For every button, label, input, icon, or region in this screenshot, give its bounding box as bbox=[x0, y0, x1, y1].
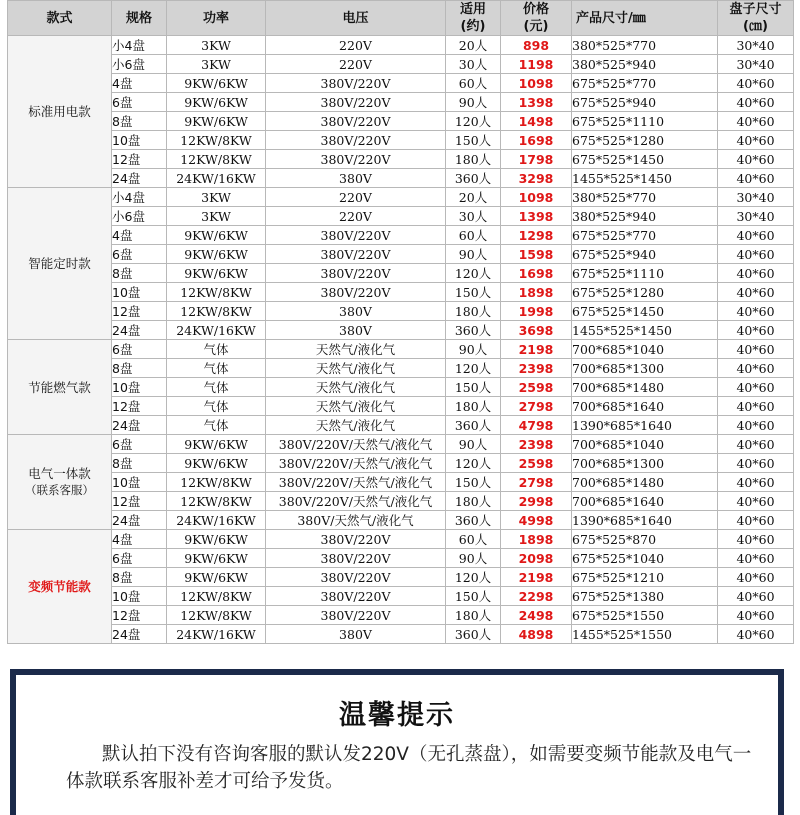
tray-cell: 30*40 bbox=[718, 36, 794, 55]
table-row bbox=[8, 93, 794, 112]
category-name: 电气一体款 bbox=[28, 466, 91, 481]
tray-cell: 40*60 bbox=[718, 150, 794, 169]
power-cell: 9KW/6KW bbox=[167, 93, 266, 112]
voltage-cell: 380V bbox=[266, 302, 446, 321]
spec-table bbox=[7, 0, 794, 644]
header-size: 产品尺寸/㎜ bbox=[572, 1, 718, 36]
spec-cell: 8盘 bbox=[112, 112, 167, 131]
table-row bbox=[8, 625, 794, 644]
size-cell: 675*525*1450 bbox=[572, 150, 718, 169]
price-cell: 2998 bbox=[501, 492, 572, 511]
tray-cell: 40*60 bbox=[718, 492, 794, 511]
size-cell: 675*525*1380 bbox=[572, 587, 718, 606]
category-name: 变频节能款 bbox=[28, 579, 91, 594]
people-cell: 60人 bbox=[446, 226, 501, 245]
people-cell: 90人 bbox=[446, 245, 501, 264]
table-row bbox=[8, 321, 794, 340]
spec-cell: 8盘 bbox=[112, 454, 167, 473]
category-name: 节能燃气款 bbox=[28, 379, 91, 395]
price-cell: 4998 bbox=[501, 511, 572, 530]
voltage-cell: 380V/220V bbox=[266, 530, 446, 549]
spec-cell: 12盘 bbox=[112, 302, 167, 321]
spec-cell: 6盘 bbox=[112, 549, 167, 568]
tray-cell: 40*60 bbox=[718, 302, 794, 321]
spec-cell: 24盘 bbox=[112, 511, 167, 530]
table-row bbox=[8, 264, 794, 283]
people-cell: 180人 bbox=[446, 302, 501, 321]
spec-cell: 4盘 bbox=[112, 226, 167, 245]
table-row bbox=[8, 435, 794, 454]
price-cell: 2598 bbox=[501, 454, 572, 473]
power-cell: 9KW/6KW bbox=[167, 549, 266, 568]
spec-cell: 6盘 bbox=[112, 93, 167, 112]
people-cell: 90人 bbox=[446, 549, 501, 568]
tray-cell: 40*60 bbox=[718, 416, 794, 435]
people-cell: 60人 bbox=[446, 74, 501, 93]
voltage-cell: 天然气/液化气 bbox=[266, 378, 446, 397]
size-cell: 675*525*1280 bbox=[572, 131, 718, 150]
category-cell bbox=[8, 340, 112, 435]
people-cell: 60人 bbox=[446, 530, 501, 549]
category-cell bbox=[8, 36, 112, 188]
people-cell: 150人 bbox=[446, 587, 501, 606]
table-row bbox=[8, 587, 794, 606]
size-cell: 675*525*1280 bbox=[572, 283, 718, 302]
tray-cell: 40*60 bbox=[718, 587, 794, 606]
voltage-cell: 220V bbox=[266, 55, 446, 74]
price-cell: 1398 bbox=[501, 207, 572, 226]
voltage-cell: 380V/220V bbox=[266, 93, 446, 112]
table-row bbox=[8, 245, 794, 264]
tray-cell: 40*60 bbox=[718, 378, 794, 397]
price-cell: 1898 bbox=[501, 283, 572, 302]
power-cell: 12KW/8KW bbox=[167, 131, 266, 150]
size-cell: 380*525*770 bbox=[572, 36, 718, 55]
spec-cell: 10盘 bbox=[112, 587, 167, 606]
size-cell: 1455*525*1450 bbox=[572, 169, 718, 188]
size-cell: 675*525*1110 bbox=[572, 112, 718, 131]
price-cell: 2198 bbox=[501, 340, 572, 359]
category-cell bbox=[8, 188, 112, 340]
price-cell: 3698 bbox=[501, 321, 572, 340]
size-cell: 700*685*1300 bbox=[572, 454, 718, 473]
tray-cell: 40*60 bbox=[718, 454, 794, 473]
size-cell: 700*685*1640 bbox=[572, 397, 718, 416]
price-cell: 1098 bbox=[501, 74, 572, 93]
price-cell: 4798 bbox=[501, 416, 572, 435]
power-cell: 气体 bbox=[167, 397, 266, 416]
voltage-cell: 380V/220V bbox=[266, 264, 446, 283]
power-cell: 9KW/6KW bbox=[167, 530, 266, 549]
people-cell: 180人 bbox=[446, 492, 501, 511]
people-cell: 90人 bbox=[446, 340, 501, 359]
price-cell: 2398 bbox=[501, 435, 572, 454]
spec-cell: 6盘 bbox=[112, 435, 167, 454]
voltage-cell: 380V bbox=[266, 321, 446, 340]
voltage-cell: 380V/220V bbox=[266, 283, 446, 302]
power-cell: 9KW/6KW bbox=[167, 74, 266, 93]
people-cell: 20人 bbox=[446, 188, 501, 207]
price-cell: 1698 bbox=[501, 131, 572, 150]
power-cell: 气体 bbox=[167, 340, 266, 359]
tray-cell: 40*60 bbox=[718, 283, 794, 302]
power-cell: 3KW bbox=[167, 188, 266, 207]
tray-cell: 40*60 bbox=[718, 511, 794, 530]
tray-cell: 40*60 bbox=[718, 435, 794, 454]
power-cell: 24KW/16KW bbox=[167, 169, 266, 188]
people-cell: 360人 bbox=[446, 625, 501, 644]
power-cell: 9KW/6KW bbox=[167, 454, 266, 473]
table-row bbox=[8, 359, 794, 378]
people-cell: 90人 bbox=[446, 93, 501, 112]
voltage-cell: 380V/天然气/液化气 bbox=[266, 511, 446, 530]
power-cell: 9KW/6KW bbox=[167, 264, 266, 283]
category-note: （联系客服） bbox=[25, 483, 94, 497]
voltage-cell: 220V bbox=[266, 188, 446, 207]
spec-cell: 6盘 bbox=[112, 245, 167, 264]
voltage-cell: 380V/220V/天然气/液化气 bbox=[266, 454, 446, 473]
spec-cell: 12盘 bbox=[112, 150, 167, 169]
tray-cell: 40*60 bbox=[718, 568, 794, 587]
tip-box bbox=[10, 669, 784, 815]
table-row bbox=[8, 112, 794, 131]
table-row bbox=[8, 397, 794, 416]
size-cell: 675*525*870 bbox=[572, 530, 718, 549]
power-cell: 气体 bbox=[167, 378, 266, 397]
table-row bbox=[8, 74, 794, 93]
spec-cell: 小6盘 bbox=[112, 207, 167, 226]
people-cell: 20人 bbox=[446, 36, 501, 55]
price-cell: 1598 bbox=[501, 245, 572, 264]
price-cell: 2798 bbox=[501, 473, 572, 492]
table-row bbox=[8, 226, 794, 245]
tray-cell: 30*40 bbox=[718, 55, 794, 74]
spec-cell: 小6盘 bbox=[112, 55, 167, 74]
tray-cell: 40*60 bbox=[718, 74, 794, 93]
size-cell: 380*525*940 bbox=[572, 207, 718, 226]
people-cell: 360人 bbox=[446, 416, 501, 435]
price-cell: 2598 bbox=[501, 378, 572, 397]
size-cell: 675*525*1040 bbox=[572, 549, 718, 568]
price-cell: 2298 bbox=[501, 587, 572, 606]
tray-cell: 40*60 bbox=[718, 625, 794, 644]
people-cell: 150人 bbox=[446, 378, 501, 397]
power-cell: 3KW bbox=[167, 55, 266, 74]
spec-cell: 6盘 bbox=[112, 340, 167, 359]
tray-cell: 30*40 bbox=[718, 188, 794, 207]
price-cell: 2398 bbox=[501, 359, 572, 378]
price-cell: 1698 bbox=[501, 264, 572, 283]
tip-body: 默认拍下没有咨询客服的默认发220V（无孔蒸盘），如需要变频节能款及电气一体款联系客服补差才可给予发货。 bbox=[66, 744, 752, 792]
price-cell: 1098 bbox=[501, 188, 572, 207]
power-cell: 气体 bbox=[167, 359, 266, 378]
table-row bbox=[8, 55, 794, 74]
power-cell: 12KW/8KW bbox=[167, 283, 266, 302]
price-cell: 1498 bbox=[501, 112, 572, 131]
tray-cell: 40*60 bbox=[718, 245, 794, 264]
people-cell: 120人 bbox=[446, 359, 501, 378]
size-cell: 675*525*940 bbox=[572, 93, 718, 112]
table-row bbox=[8, 606, 794, 625]
spec-cell: 4盘 bbox=[112, 530, 167, 549]
spec-cell: 24盘 bbox=[112, 321, 167, 340]
tray-cell: 40*60 bbox=[718, 226, 794, 245]
power-cell: 24KW/16KW bbox=[167, 321, 266, 340]
price-cell: 1998 bbox=[501, 302, 572, 321]
price-cell: 1198 bbox=[501, 55, 572, 74]
table-row bbox=[8, 283, 794, 302]
size-cell: 700*685*1640 bbox=[572, 492, 718, 511]
price-cell: 1398 bbox=[501, 93, 572, 112]
header-price-line2: (元) bbox=[523, 19, 549, 34]
voltage-cell: 380V/220V bbox=[266, 568, 446, 587]
spec-cell: 24盘 bbox=[112, 625, 167, 644]
people-cell: 150人 bbox=[446, 283, 501, 302]
tray-cell: 40*60 bbox=[718, 549, 794, 568]
spec-cell: 小4盘 bbox=[112, 188, 167, 207]
spec-cell: 24盘 bbox=[112, 169, 167, 188]
table-row bbox=[8, 188, 794, 207]
power-cell: 12KW/8KW bbox=[167, 587, 266, 606]
category-cell bbox=[8, 530, 112, 644]
table-row bbox=[8, 340, 794, 359]
people-cell: 120人 bbox=[446, 568, 501, 587]
voltage-cell: 380V/220V bbox=[266, 150, 446, 169]
people-cell: 30人 bbox=[446, 207, 501, 226]
header-tray bbox=[718, 1, 794, 36]
tray-cell: 40*60 bbox=[718, 321, 794, 340]
table-row bbox=[8, 302, 794, 321]
tray-cell: 40*60 bbox=[718, 93, 794, 112]
price-cell: 898 bbox=[501, 36, 572, 55]
voltage-cell: 天然气/液化气 bbox=[266, 340, 446, 359]
price-cell: 2798 bbox=[501, 397, 572, 416]
size-cell: 1455*525*1550 bbox=[572, 625, 718, 644]
size-cell: 700*685*1040 bbox=[572, 340, 718, 359]
voltage-cell: 380V/220V bbox=[266, 131, 446, 150]
voltage-cell: 380V/220V bbox=[266, 587, 446, 606]
price-cell: 1898 bbox=[501, 530, 572, 549]
tray-cell: 40*60 bbox=[718, 606, 794, 625]
tray-cell: 40*60 bbox=[718, 473, 794, 492]
voltage-cell: 380V bbox=[266, 625, 446, 644]
power-cell: 3KW bbox=[167, 36, 266, 55]
power-cell: 24KW/16KW bbox=[167, 511, 266, 530]
table-row bbox=[8, 454, 794, 473]
tray-cell: 40*60 bbox=[718, 397, 794, 416]
table-row bbox=[8, 416, 794, 435]
size-cell: 675*525*1550 bbox=[572, 606, 718, 625]
people-cell: 150人 bbox=[446, 473, 501, 492]
spec-table-body bbox=[8, 36, 794, 644]
price-cell: 2498 bbox=[501, 606, 572, 625]
spec-cell: 24盘 bbox=[112, 416, 167, 435]
table-row bbox=[8, 378, 794, 397]
voltage-cell: 380V/220V bbox=[266, 112, 446, 131]
table-row bbox=[8, 150, 794, 169]
tray-cell: 30*40 bbox=[718, 207, 794, 226]
people-cell: 360人 bbox=[446, 169, 501, 188]
tray-cell: 40*60 bbox=[718, 359, 794, 378]
voltage-cell: 380V/220V/天然气/液化气 bbox=[266, 492, 446, 511]
size-cell: 700*685*1300 bbox=[572, 359, 718, 378]
voltage-cell: 380V/220V bbox=[266, 549, 446, 568]
people-cell: 120人 bbox=[446, 454, 501, 473]
spec-cell: 10盘 bbox=[112, 283, 167, 302]
header-people bbox=[446, 1, 501, 36]
size-cell: 675*525*770 bbox=[572, 226, 718, 245]
header-tray-line1: 盘子尺寸 bbox=[729, 2, 782, 17]
header-power: 功率 bbox=[167, 1, 266, 36]
voltage-cell: 天然气/液化气 bbox=[266, 416, 446, 435]
spec-cell: 8盘 bbox=[112, 359, 167, 378]
power-cell: 9KW/6KW bbox=[167, 435, 266, 454]
header-people-line1: 适用 bbox=[459, 2, 486, 17]
tray-cell: 40*60 bbox=[718, 530, 794, 549]
voltage-cell: 220V bbox=[266, 207, 446, 226]
voltage-cell: 380V/220V bbox=[266, 74, 446, 93]
spec-cell: 8盘 bbox=[112, 568, 167, 587]
header-tray-line2: (㎝) bbox=[743, 19, 768, 34]
tray-cell: 40*60 bbox=[718, 112, 794, 131]
power-cell: 24KW/16KW bbox=[167, 625, 266, 644]
spec-cell: 小4盘 bbox=[112, 36, 167, 55]
people-cell: 360人 bbox=[446, 321, 501, 340]
people-cell: 180人 bbox=[446, 397, 501, 416]
price-cell: 1798 bbox=[501, 150, 572, 169]
header-people-line2: (约) bbox=[460, 19, 486, 34]
people-cell: 90人 bbox=[446, 435, 501, 454]
spec-cell: 12盘 bbox=[112, 397, 167, 416]
power-cell: 9KW/6KW bbox=[167, 568, 266, 587]
power-cell: 9KW/6KW bbox=[167, 226, 266, 245]
table-row bbox=[8, 169, 794, 188]
table-row bbox=[8, 473, 794, 492]
price-cell: 2098 bbox=[501, 549, 572, 568]
spec-cell: 4盘 bbox=[112, 74, 167, 93]
header-spec: 规格 bbox=[112, 1, 167, 36]
price-cell: 4898 bbox=[501, 625, 572, 644]
size-cell: 1455*525*1450 bbox=[572, 321, 718, 340]
table-row bbox=[8, 36, 794, 55]
voltage-cell: 380V/220V bbox=[266, 606, 446, 625]
tray-cell: 40*60 bbox=[718, 264, 794, 283]
header-price bbox=[501, 1, 572, 36]
size-cell: 675*525*1450 bbox=[572, 302, 718, 321]
power-cell: 9KW/6KW bbox=[167, 112, 266, 131]
power-cell: 3KW bbox=[167, 207, 266, 226]
people-cell: 360人 bbox=[446, 511, 501, 530]
table-row bbox=[8, 568, 794, 587]
tray-cell: 40*60 bbox=[718, 340, 794, 359]
price-cell: 1298 bbox=[501, 226, 572, 245]
category-cell bbox=[8, 435, 112, 530]
people-cell: 120人 bbox=[446, 264, 501, 283]
power-cell: 气体 bbox=[167, 416, 266, 435]
size-cell: 1390*685*1640 bbox=[572, 511, 718, 530]
header-voltage: 电压 bbox=[266, 1, 446, 36]
power-cell: 12KW/8KW bbox=[167, 150, 266, 169]
spec-cell: 10盘 bbox=[112, 378, 167, 397]
header-price-line1: 价格 bbox=[522, 2, 549, 17]
table-row bbox=[8, 511, 794, 530]
size-cell: 675*525*1110 bbox=[572, 264, 718, 283]
size-cell: 675*525*770 bbox=[572, 74, 718, 93]
size-cell: 700*685*1040 bbox=[572, 435, 718, 454]
table-row bbox=[8, 131, 794, 150]
size-cell: 1390*685*1640 bbox=[572, 416, 718, 435]
size-cell: 380*525*940 bbox=[572, 55, 718, 74]
voltage-cell: 天然气/液化气 bbox=[266, 397, 446, 416]
power-cell: 12KW/8KW bbox=[167, 302, 266, 321]
people-cell: 120人 bbox=[446, 112, 501, 131]
table-row bbox=[8, 549, 794, 568]
spec-cell: 10盘 bbox=[112, 473, 167, 492]
power-cell: 12KW/8KW bbox=[167, 492, 266, 511]
spec-cell: 12盘 bbox=[112, 492, 167, 511]
size-cell: 380*525*770 bbox=[572, 188, 718, 207]
header-style: 款式 bbox=[8, 1, 112, 36]
spec-cell: 8盘 bbox=[112, 264, 167, 283]
voltage-cell: 380V bbox=[266, 169, 446, 188]
voltage-cell: 天然气/液化气 bbox=[266, 359, 446, 378]
voltage-cell: 380V/220V/天然气/液化气 bbox=[266, 473, 446, 492]
category-name: 智能定时款 bbox=[28, 256, 91, 271]
people-cell: 180人 bbox=[446, 150, 501, 169]
table-row bbox=[8, 207, 794, 226]
category-name: 标准用电款 bbox=[28, 104, 91, 119]
voltage-cell: 220V bbox=[266, 36, 446, 55]
size-cell: 700*685*1480 bbox=[572, 378, 718, 397]
voltage-cell: 380V/220V bbox=[266, 245, 446, 264]
table-row bbox=[8, 530, 794, 549]
power-cell: 12KW/8KW bbox=[167, 473, 266, 492]
size-cell: 700*685*1480 bbox=[572, 473, 718, 492]
price-cell: 2198 bbox=[501, 568, 572, 587]
people-cell: 30人 bbox=[446, 55, 501, 74]
voltage-cell: 380V/220V/天然气/液化气 bbox=[266, 435, 446, 454]
price-cell: 3298 bbox=[501, 169, 572, 188]
people-cell: 150人 bbox=[446, 131, 501, 150]
people-cell: 180人 bbox=[446, 606, 501, 625]
tray-cell: 40*60 bbox=[718, 131, 794, 150]
tip-title: 温馨提示 bbox=[339, 700, 455, 731]
spec-cell: 10盘 bbox=[112, 131, 167, 150]
power-cell: 9KW/6KW bbox=[167, 245, 266, 264]
power-cell: 12KW/8KW bbox=[167, 606, 266, 625]
table-row bbox=[8, 492, 794, 511]
spec-cell: 12盘 bbox=[112, 606, 167, 625]
size-cell: 675*525*940 bbox=[572, 245, 718, 264]
voltage-cell: 380V/220V bbox=[266, 226, 446, 245]
tray-cell: 40*60 bbox=[718, 169, 794, 188]
size-cell: 675*525*1210 bbox=[572, 568, 718, 587]
